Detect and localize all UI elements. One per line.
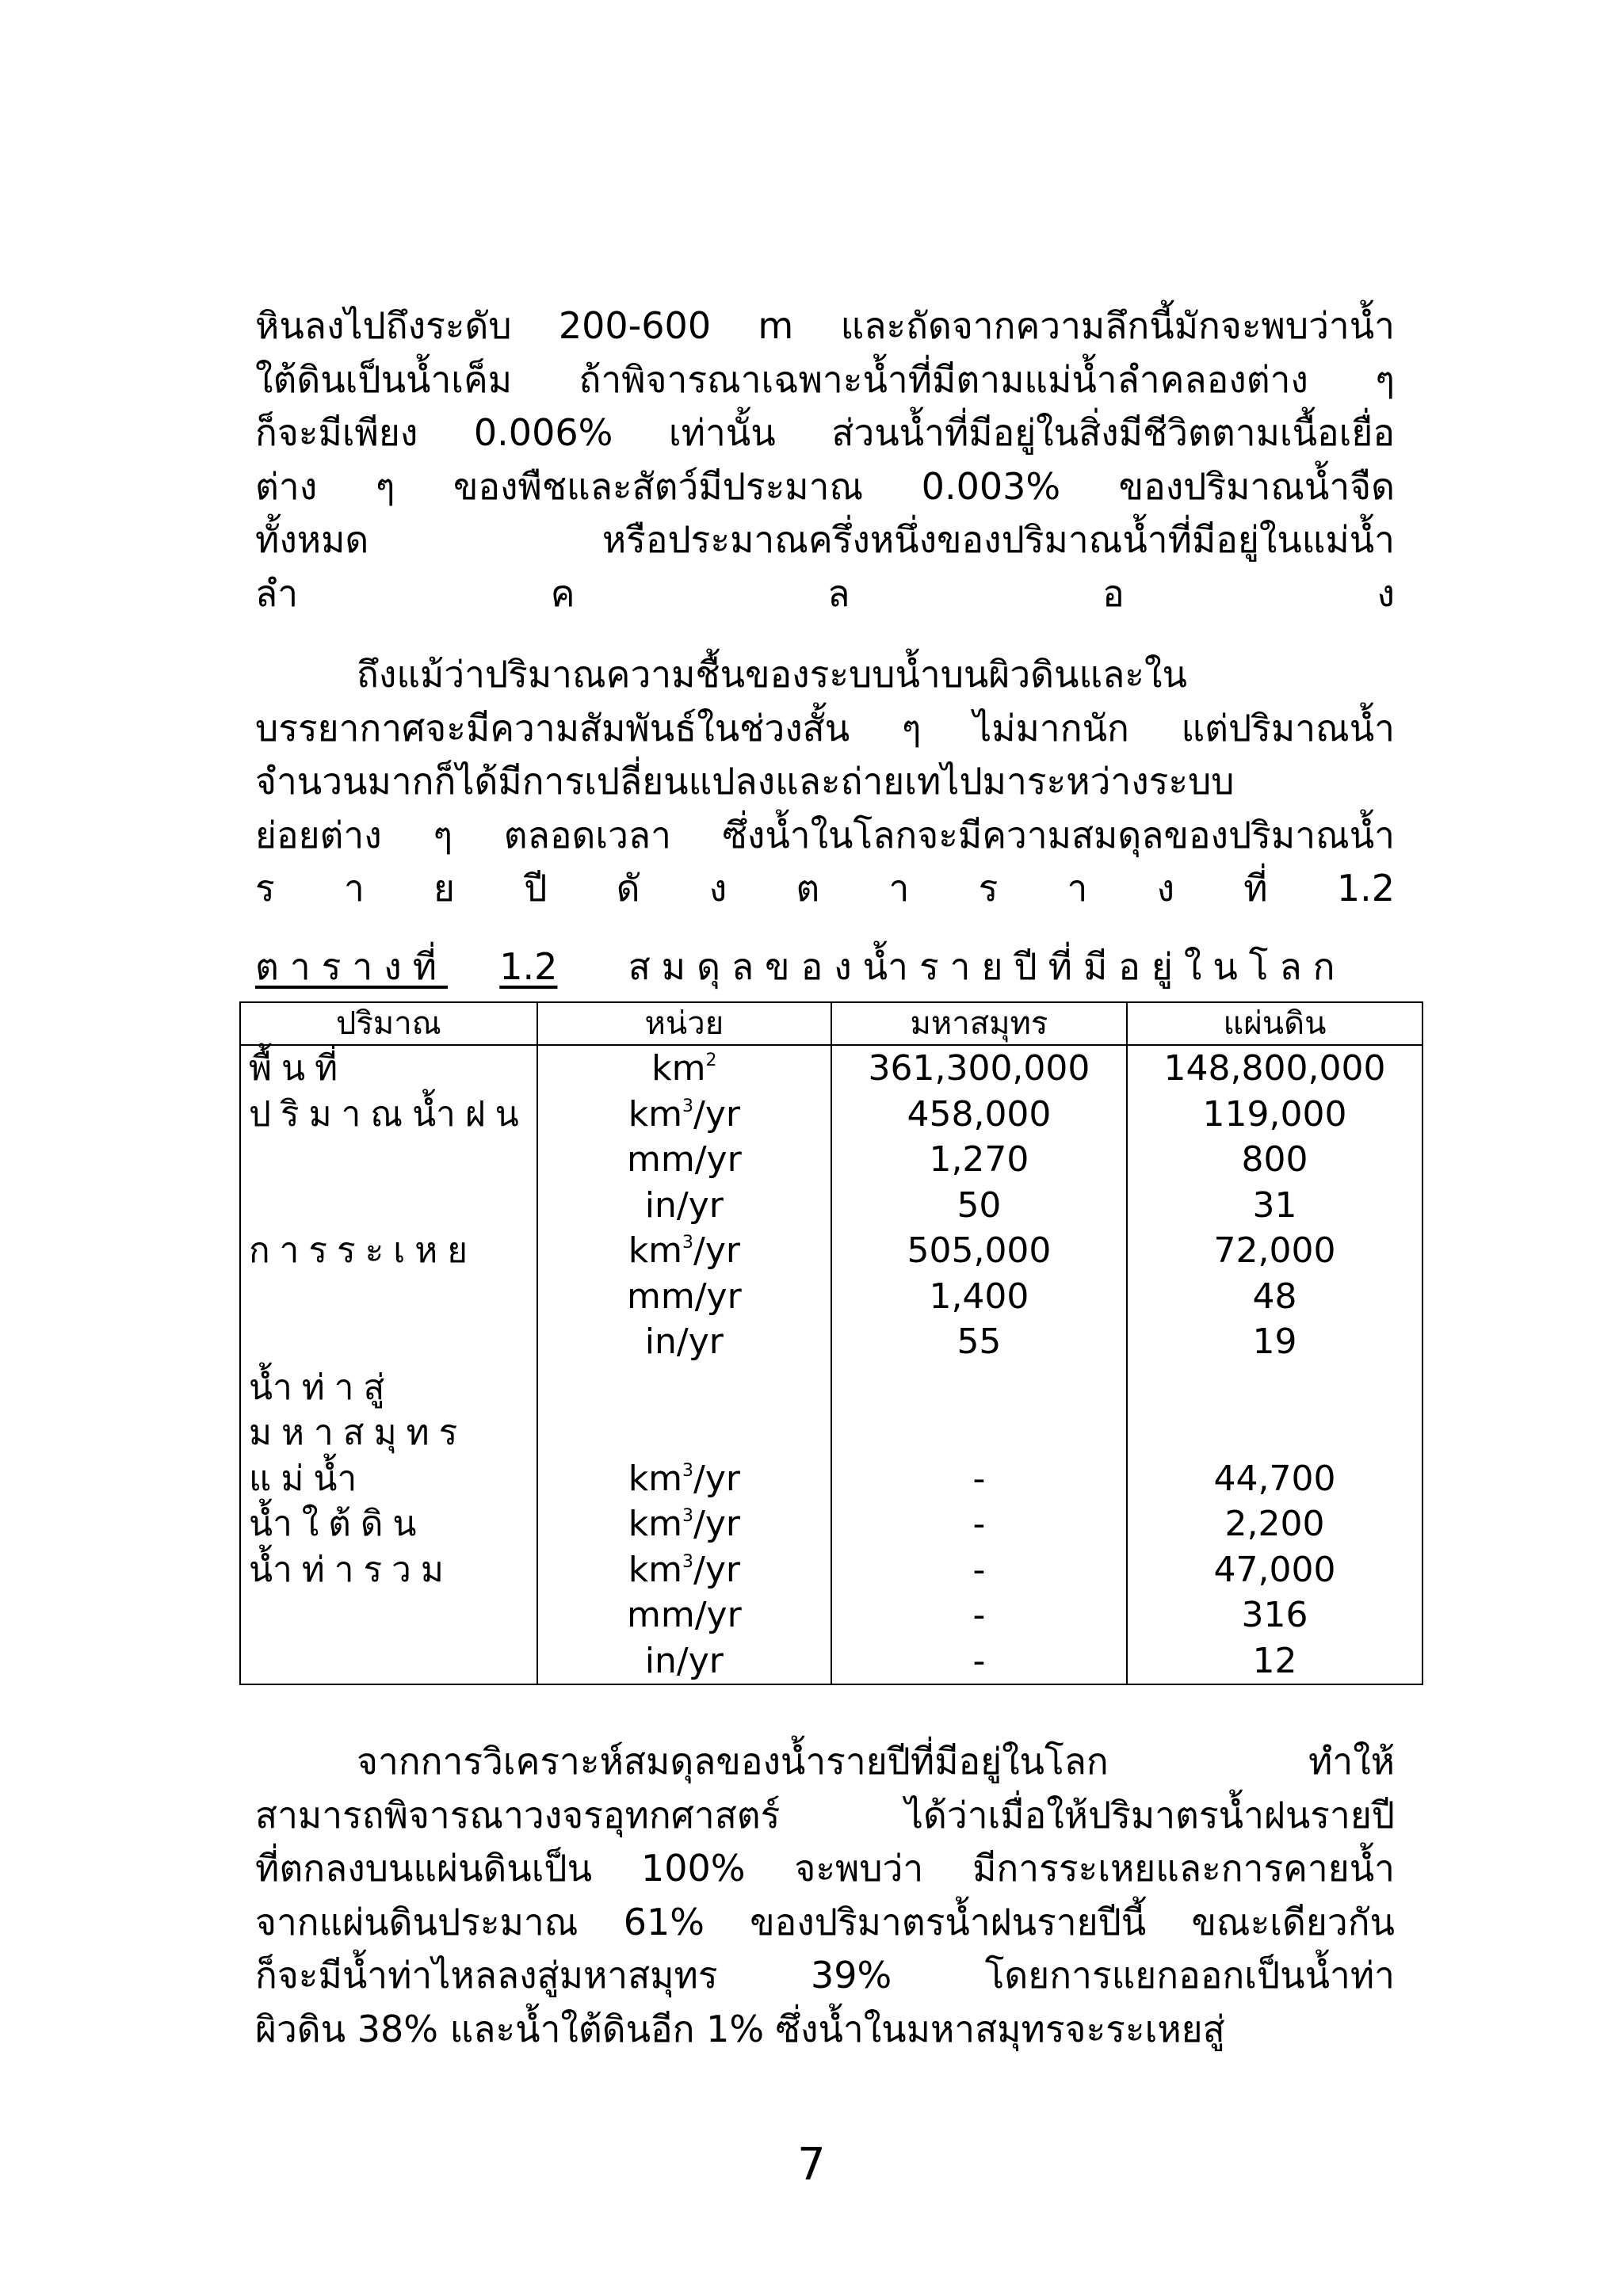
land-value: 47,000 xyxy=(1127,1547,1423,1593)
column-header: หน่วย xyxy=(537,1002,831,1045)
paragraph-1-line: ทั้งหมด หรือประมาณครึ่งหนึ่งของปริมาณน้ำที่มีอยู่ในแม่น้ำ xyxy=(255,518,1395,561)
unit-cell xyxy=(537,1092,831,1138)
table-row xyxy=(240,1638,1423,1685)
row-label xyxy=(240,1137,537,1183)
unit-text: in/yr xyxy=(644,1322,724,1362)
unit-text: in/yr xyxy=(644,1184,724,1226)
unit-text: mm/yr xyxy=(627,1595,742,1635)
paragraph-1-line: ก็จะมีเพียง 0.006% เท่านั้น ส่วนน้ำที่มีอยู่ในสิ่งมีชีวิตตามเนื้อเยื่อ xyxy=(255,411,1395,454)
paragraph-1 xyxy=(255,299,1395,620)
column-header: ปริมาณ xyxy=(240,1002,537,1045)
unit-exponent: 3 xyxy=(682,1460,694,1481)
land-value: 148,800,000 xyxy=(1127,1045,1423,1092)
unit-cell xyxy=(537,1501,831,1547)
ocean-value: 50 xyxy=(831,1183,1127,1229)
unit-text: in/yr xyxy=(644,1640,724,1681)
land-value: 2,200 xyxy=(1127,1501,1423,1547)
table-row xyxy=(240,1045,1423,1092)
row-label: น้ำท่าสู่ xyxy=(240,1365,537,1411)
unit-suffix: /yr xyxy=(693,1504,740,1544)
paragraph-2-line: ถึงแม้ว่าปริมาณความชื้นของระบบน้ำบนผิวดินและใน xyxy=(357,653,1187,696)
paragraph-3-line: ที่ตกลงบนแผ่นดินเป็น 100% จะพบว่า มีการระเหยและการคายน้ำ xyxy=(255,1847,1395,1890)
unit-cell xyxy=(537,1456,831,1502)
unit-text: km xyxy=(628,1549,683,1590)
row-label: มหาสมุทร xyxy=(240,1410,537,1456)
row-label: การระเหย xyxy=(240,1228,537,1274)
unit-exponent: 2 xyxy=(705,1051,717,1070)
unit-cell xyxy=(537,1592,831,1638)
paragraph-1-line: ใต้ดินเป็นน้ำเค็ม ถ้าพิจารณาเฉพาะน้ำที่มีตามแม่น้ำลำคลองต่าง ๆ xyxy=(255,357,1395,401)
ocean-value: 1,270 xyxy=(831,1137,1127,1183)
row-label: ปริมาณน้ำฝน xyxy=(240,1092,537,1138)
unit-cell xyxy=(537,1547,831,1593)
unit-text: km xyxy=(628,1230,683,1271)
column-header: แผ่นดิน xyxy=(1127,1002,1423,1045)
table-row xyxy=(240,1365,1423,1411)
paragraph-3 xyxy=(255,1735,1395,2056)
paragraph-3-line: สามารถพิจารณาวงจรอุทกศาสตร์ ได้ว่าเมื่อให้ปริมาตรน้ำฝนรายปี xyxy=(255,1793,1395,1836)
unit-suffix: /yr xyxy=(693,1549,740,1590)
unit-text: km xyxy=(651,1048,706,1089)
ocean-value xyxy=(831,1410,1127,1456)
unit-text: km xyxy=(628,1504,683,1544)
unit-cell xyxy=(537,1410,831,1456)
paragraph-2-line: ร า ย ปี ดั ง ต า ร า ง ที่ 1.2 xyxy=(255,867,1395,910)
unit-exponent: 3 xyxy=(682,1096,694,1116)
row-label xyxy=(240,1274,537,1320)
land-value: 316 xyxy=(1127,1592,1423,1638)
row-label xyxy=(240,1183,537,1229)
row-label: พื้นที่ xyxy=(240,1045,537,1092)
land-value: 800 xyxy=(1127,1137,1423,1183)
land-value: 12 xyxy=(1127,1638,1423,1685)
ocean-value: 505,000 xyxy=(831,1228,1127,1274)
table-caption-number: 1.2 xyxy=(499,945,558,988)
unit-cell xyxy=(537,1638,831,1685)
ocean-value: - xyxy=(831,1638,1127,1685)
land-value: 72,000 xyxy=(1127,1228,1423,1274)
ocean-value xyxy=(831,1365,1127,1411)
unit-text: km xyxy=(628,1093,683,1135)
table-row xyxy=(240,1274,1423,1320)
table-row xyxy=(240,1592,1423,1638)
unit-cell xyxy=(537,1319,831,1365)
unit-suffix: /yr xyxy=(693,1230,740,1271)
table-row xyxy=(240,1501,1423,1547)
unit-text: mm/yr xyxy=(627,1276,742,1317)
ocean-value: 361,300,000 xyxy=(831,1045,1127,1092)
land-value: 19 xyxy=(1127,1319,1423,1365)
column-header: มหาสมุทร xyxy=(831,1002,1127,1045)
row-label: น้ำท่ารวม xyxy=(240,1547,537,1593)
land-value: 119,000 xyxy=(1127,1092,1423,1138)
row-label xyxy=(240,1638,537,1685)
unit-cell xyxy=(537,1045,831,1092)
paragraph-2 xyxy=(255,648,1395,916)
row-label xyxy=(240,1592,537,1638)
unit-suffix: /yr xyxy=(693,1458,740,1499)
row-label: แม่น้ำ xyxy=(240,1456,537,1502)
water-balance-table xyxy=(239,1001,1423,1685)
unit-text: mm/yr xyxy=(627,1139,742,1180)
table-caption-title: สมดุลของน้ำรายปีที่มีอยู่ในโลก xyxy=(628,945,1346,988)
land-value: 44,700 xyxy=(1127,1456,1423,1502)
ocean-value: 458,000 xyxy=(831,1092,1127,1138)
ocean-value: - xyxy=(831,1592,1127,1638)
land-value: 48 xyxy=(1127,1274,1423,1320)
paragraph-1-line: หินลงไปถึงระดับ 200-600 m และถัดจากความลึกนี้มักจะพบว่าน้ำ xyxy=(255,304,1395,347)
ocean-value: - xyxy=(831,1547,1127,1593)
unit-text: km xyxy=(628,1458,683,1499)
paragraph-3-line: จากแผ่นดินประมาณ 61% ของปริมาตรน้ำฝนรายปีนี้ ขณะเดียวกัน xyxy=(255,1900,1395,1943)
table-row xyxy=(240,1319,1423,1365)
unit-suffix: /yr xyxy=(693,1093,740,1135)
page-number: 7 xyxy=(797,2139,826,2191)
unit-exponent: 3 xyxy=(682,1551,694,1572)
ocean-value: - xyxy=(831,1501,1127,1547)
paragraph-2-line: ย่อยต่าง ๆ ตลอดเวลา ซึ่งน้ำในโลกจะมีความสมดุลของปริมาณน้ำ xyxy=(255,813,1395,856)
row-label xyxy=(240,1319,537,1365)
table-caption xyxy=(255,943,1395,990)
ocean-value: 55 xyxy=(831,1319,1127,1365)
land-value xyxy=(1127,1365,1423,1411)
paragraph-2-line: จำนวนมากก็ได้มีการเปลี่ยนแปลงและถ่ายเทไปมาระหว่างระบบ xyxy=(255,760,1235,803)
table-row xyxy=(240,1547,1423,1593)
unit-cell xyxy=(537,1365,831,1411)
paragraph-1-line: ลำ ค ล อ ง xyxy=(255,571,1395,615)
land-value: 31 xyxy=(1127,1183,1423,1229)
unit-cell xyxy=(537,1228,831,1274)
paragraph-1-line: ต่าง ๆ ของพืชและสัตว์มีประมาณ 0.003% ของปริมาณน้ำจืด xyxy=(255,464,1395,508)
table-row xyxy=(240,1410,1423,1456)
paragraph-3-line: ก็จะมีน้ำท่าไหลลงสู่มหาสมุทร 39% โดยการแยกออกเป็นน้ำท่า xyxy=(255,1954,1395,1997)
land-value xyxy=(1127,1410,1423,1456)
table-row xyxy=(240,1228,1423,1274)
row-label: น้ำใต้ดิน xyxy=(240,1501,537,1547)
ocean-value: 1,400 xyxy=(831,1274,1127,1320)
table-row xyxy=(240,1456,1423,1502)
ocean-value: - xyxy=(831,1456,1127,1502)
unit-cell xyxy=(537,1183,831,1229)
table-header-row xyxy=(240,1002,1423,1045)
paragraph-3-line: ผิวดิน 38% และน้ำใต้ดินอีก 1% ซึ่งน้ำในมหาสมุทรจะระเหยสู่ xyxy=(255,2007,1225,2050)
unit-exponent: 3 xyxy=(682,1233,694,1253)
unit-cell xyxy=(537,1274,831,1320)
paragraph-3-line: จากการวิเคราะห์สมดุลของน้ำรายปีที่มีอยู่ในโลก ทำให้ xyxy=(357,1740,1395,1783)
table-row xyxy=(240,1137,1423,1183)
paragraph-2-line: บรรยากาศจะมีความสัมพันธ์ในช่วงสั้น ๆ ไม่มากนัก แต่ปริมาณน้ำ xyxy=(255,706,1395,749)
unit-exponent: 3 xyxy=(682,1506,694,1526)
unit-cell xyxy=(537,1137,831,1183)
table-body xyxy=(240,1045,1423,1684)
table-row xyxy=(240,1092,1423,1138)
table-caption-label: ตารางที่ xyxy=(255,945,449,988)
table-row xyxy=(240,1183,1423,1229)
